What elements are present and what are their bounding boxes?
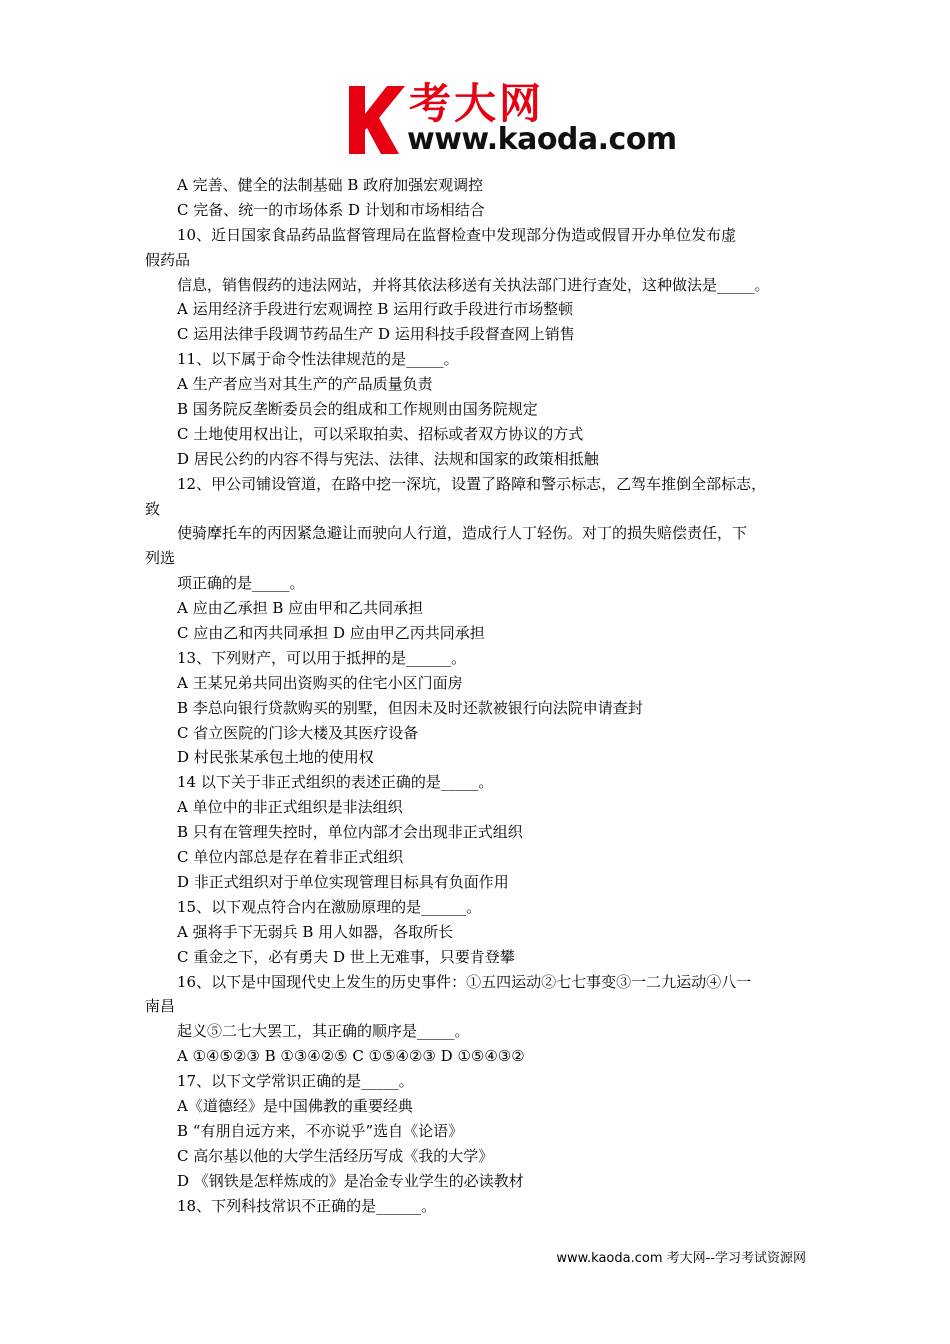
- logo-k-icon: [345, 80, 409, 160]
- footer-text: www.kaoda.com 考大网--学习考试资源网: [556, 1251, 806, 1266]
- text-line: C 单位内部总是存在着非正式组织: [177, 848, 404, 867]
- text-line: 起义⑤二七大罢工，其正确的顺序是_____。: [177, 1022, 470, 1041]
- text-line: 11、以下属于命令性法律规范的是_____。: [177, 350, 459, 369]
- text-line: C 应由乙和丙共同承担 D 应由甲乙丙共同承担: [177, 624, 485, 643]
- text-line: D 《钢铁是怎样炼成的》是冶金专业学生的必读教材: [177, 1171, 524, 1190]
- text-line: A ①④⑤②③ B ①③④②⑤ C ①⑤④②③ D ①⑤④③②: [177, 1047, 525, 1066]
- text-line: C 省立医院的门诊大楼及其医疗设备: [177, 723, 419, 742]
- text-line: 16、以下是中国现代史上发生的历史事件：①五四运动②七七事变③一二九运动④八一: [177, 972, 752, 991]
- text-line: 南昌: [145, 997, 176, 1016]
- text-line: 10、近日国家食品药品监督管理局在监督检查中发现部分伪造或假冒开办单位发布虚: [177, 225, 737, 244]
- text-line: C 运用法律手段调节药品生产 D 运用科技手段督查网上销售: [177, 325, 575, 344]
- text-line: A 王某兄弟共同出资购买的住宅小区门面房: [177, 673, 463, 692]
- text-line: A 强将手下无弱兵 B 用人如器，各取所长: [177, 922, 454, 941]
- text-line: C 完备、统一的市场体系 D 计划和市场相结合: [177, 200, 485, 219]
- site-logo[interactable]: [345, 79, 677, 160]
- logo-chinese-name: 考大网: [409, 79, 545, 128]
- text-line: D 居民公约的内容不得与宪法、法律、法规和国家的政策相抵触: [177, 449, 599, 468]
- text-line: 14 以下关于非正式组织的表述正确的是_____。: [177, 773, 494, 792]
- text-line: A 应由乙承担 B 应由甲和乙共同承担: [177, 599, 424, 618]
- text-line: 17、以下文学常识正确的是_____。: [177, 1072, 414, 1091]
- text-line: A 生产者应当对其生产的产品质量负责: [177, 375, 433, 394]
- text-line: 假药品: [145, 250, 191, 269]
- text-line: C 高尔基以他的大学生活经历写成《我的大学》: [177, 1146, 494, 1165]
- text-line: 使骑摩托车的丙因紧急避让而驶向人行道，造成行人丁轻伤。对丁的损失赔偿责任，下: [177, 524, 748, 543]
- text-line: A 单位中的非正式组织是非法组织: [177, 798, 403, 817]
- text-line: B 只有在管理失控时，单位内部才会出现非正式组织: [177, 823, 523, 842]
- text-line: 项正确的是_____。: [177, 574, 305, 593]
- text-line: 15、以下观点符合内在激励原理的是______。: [177, 897, 482, 916]
- text-line: 列选: [145, 549, 176, 568]
- text-line: A《道德经》是中国佛教的重要经典: [177, 1096, 413, 1115]
- text-line: D 非正式组织对于单位实现管理目标具有负面作用: [177, 872, 509, 891]
- logo-url: www.kaoda.com: [407, 122, 677, 157]
- text-line: C 重金之下，必有勇夫 D 世上无难事，只要肯登攀: [177, 947, 515, 966]
- text-line: B 李总向银行贷款购买的别墅，但因未及时还款被银行向法院申请查封: [177, 698, 643, 717]
- text-line: D 村民张某承包土地的使用权: [177, 748, 374, 767]
- text-line: 18、下列科技常识不正确的是______。: [177, 1196, 437, 1215]
- text-line: 12、甲公司铺设管道，在路中挖一深坑，设置了路障和警示标志，乙驾车推倒全部标志，: [177, 474, 767, 493]
- text-line: 致: [145, 499, 161, 518]
- text-line: B 国务院反垄断委员会的组成和工作规则由国务院规定: [177, 400, 538, 419]
- text-line: C 土地使用权出让，可以采取拍卖、招标或者双方协议的方式: [177, 424, 584, 443]
- text-line: 13、下列财产，可以用于抵押的是______。: [177, 648, 467, 667]
- text-line: A 完善、健全的法制基础 B 政府加强宏观调控: [177, 176, 484, 194]
- text-line: A 运用经济手段进行宏观调控 B 运用行政手段进行市场整顿: [177, 300, 574, 319]
- text-line: B “有朋自远方来，不亦说乎”选自《论语》: [177, 1121, 464, 1140]
- text-line: 信息，销售假药的违法网站，并将其依法移送有关执法部门进行查处，这种做法是_____。: [177, 275, 770, 294]
- document-body: [145, 173, 825, 1218]
